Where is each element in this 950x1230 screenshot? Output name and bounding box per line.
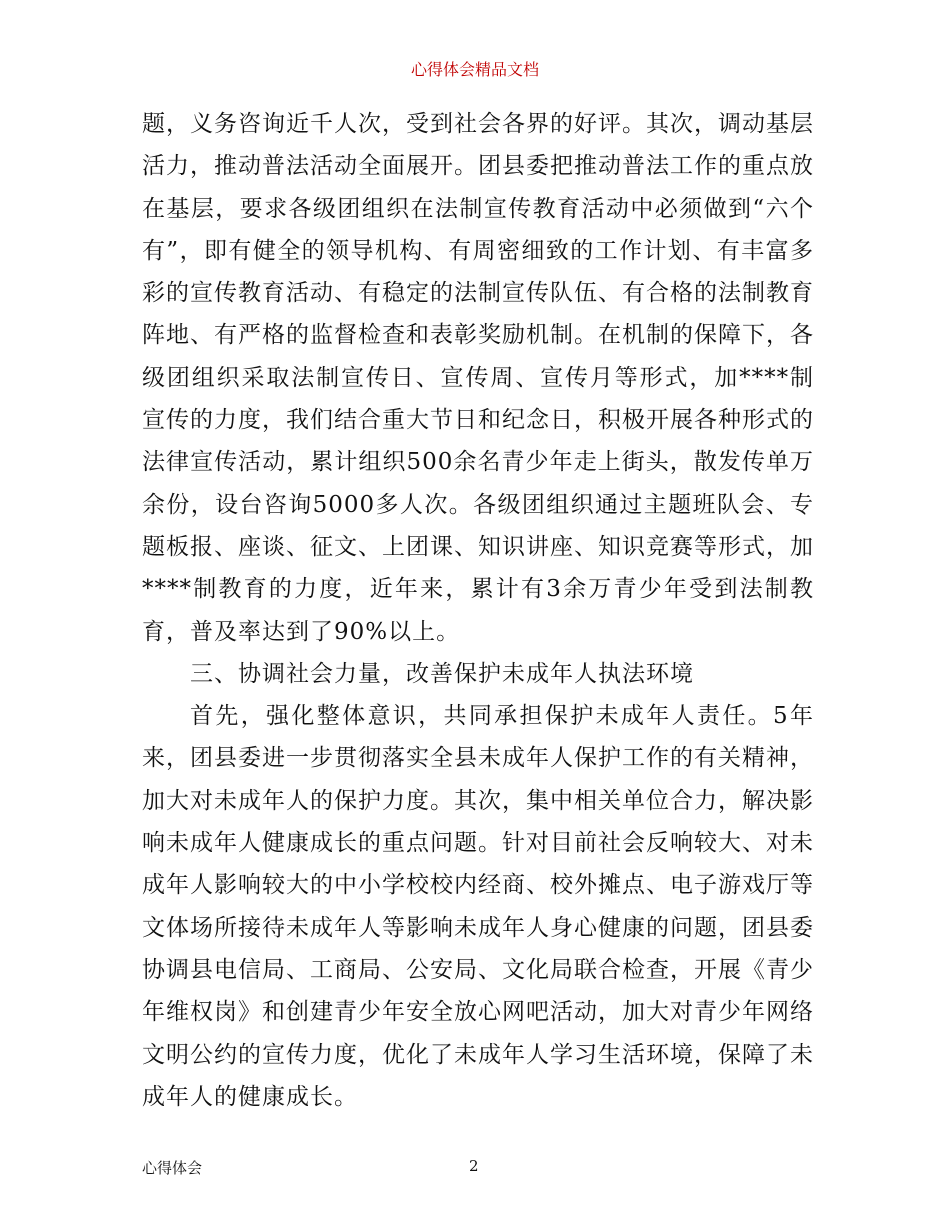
document-header: 心得体会精品文档	[410, 60, 539, 79]
document-body	[142, 103, 814, 1118]
section-heading: 三、协调社会力量，改善保护未成年人执法环境	[190, 660, 694, 687]
footer-label: 心得体会	[142, 1159, 203, 1177]
body-paragraph: 题，义务咨询近千人次，受到社会各界的好评。其次，调动基层活力，推动普法活动全面展开。团县委把推动普法工作的重点放在基层，要求各级团组织在法制宣传教育活动中必须做到“六个有”，即有健全的领导机构、有周密细致的工作计划、有丰富多彩的宣传教育活动、有稳定的法制宣传队伍、有合格的法制教育阵地、有严格的监督检查和表彰奖励机制。在机制的保障下，各级团组织采取法制宣传日、宣传周、宣传月等形式，加****制宣传的力度，我们结合重大节日和纪念日，积极开展各种形式的法律宣传活动，累计组织500余名青少年走上街头，散发传单万余份，设台咨询5000多人次。各级团组织通过主题班队会、专题板报、座谈、征文、上团课、知识讲座、知识竞赛等形式，加****制教育的力度，近年来，累计有3余万青少年受到法制教育，普及率达到了90%以上。	[142, 111, 814, 645]
body-paragraph: 首先，强化整体意识，共同承担保护未成年人责任。5年来，团县委进一步贯彻落实全县未成年人保护工作的有关精神，加大对未成年人的保护力度。其次，集中相关单位合力，解决影响未成年人健康成长的重点问题。针对目前社会反响较大、对未成年人影响较大的中小学校校内经商、校外摊点、电子游戏厅等文体场所接待未成年人等影响未成年人身心健康的问题，团县委协调县电信局、工商局、公安局、文化局联合检查，开展《青少年维权岗》和创建青少年安全放心网吧活动，加大对青少年网络文明公约的宣传力度，优化了未成年人学习生活环境，保障了未成年人的健康成长。	[142, 703, 814, 1110]
page-number: 2	[469, 1157, 479, 1175]
